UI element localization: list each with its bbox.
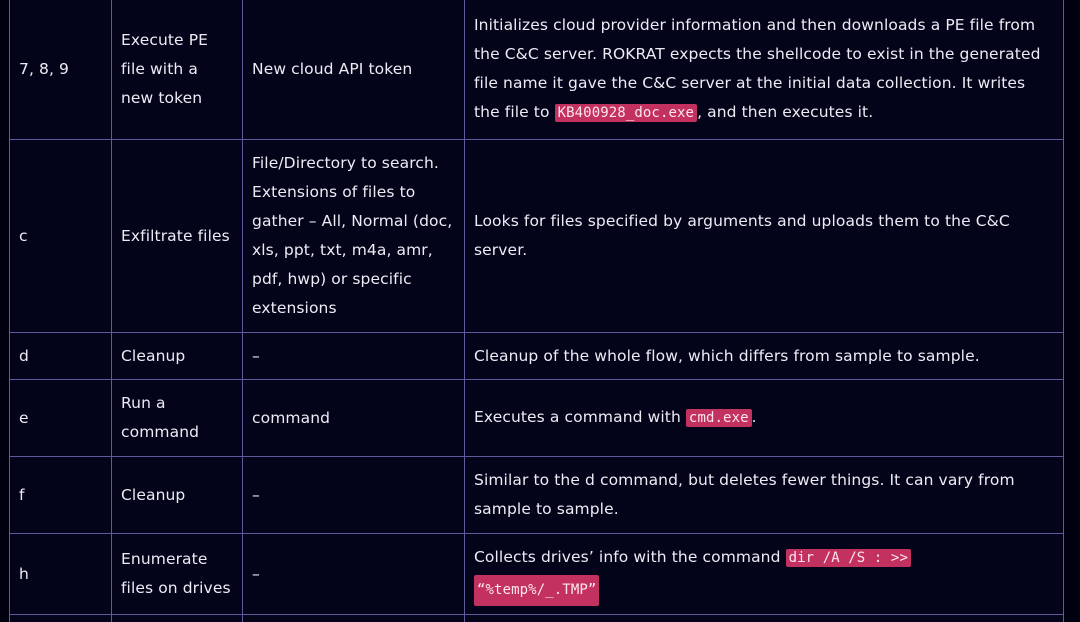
- action-cell: Cleanup: [112, 457, 243, 534]
- action-cell: Execute PE file with a new token: [112, 0, 243, 140]
- command-id-cell: d: [10, 333, 112, 380]
- action-cell: Run a command: [112, 380, 243, 457]
- description-cell: Looks for files specified by arguments and uploads them to the C&C server.: [465, 140, 1064, 333]
- table-row: [10, 333, 1064, 380]
- empty-cell: [112, 615, 243, 622]
- inline-code: dir /A /S : >>: [786, 549, 911, 567]
- description-text: .: [751, 408, 757, 426]
- commands-table: [9, 0, 1064, 622]
- arguments-cell: –: [243, 534, 465, 615]
- empty-cell: [10, 615, 112, 622]
- description-text: Initializes cloud provider information and then downloads a PE file from the C&C server. ROKRAT expects the shellcode to exist in the generated file name it gave the C&C server at the initial data collection. It writes the file to: [474, 15, 1041, 121]
- inline-code: KB400928_doc.exe: [555, 104, 697, 122]
- table-row: [10, 457, 1064, 534]
- description-cell: [465, 534, 1064, 615]
- empty-cell: [243, 615, 465, 622]
- command-id-cell: c: [10, 140, 112, 333]
- description-cell: [465, 380, 1064, 457]
- table-row: [10, 615, 1064, 622]
- action-cell: Enumerate files on drives: [112, 534, 243, 615]
- table-row: [10, 380, 1064, 457]
- description-cell: Cleanup of the whole flow, which differs from sample to sample.: [465, 333, 1064, 380]
- command-id-cell: 7, 8, 9: [10, 0, 112, 140]
- arguments-cell: File/Directory to search. Extensions of files to gather – All, Normal (doc, xls, ppt, txt, m4a, amr, pdf, hwp) or specific extensions: [243, 140, 465, 333]
- arguments-cell: –: [243, 457, 465, 534]
- command-id-cell: f: [10, 457, 112, 534]
- command-id-cell: h: [10, 534, 112, 615]
- description-text: , and then executes it.: [697, 102, 874, 121]
- description-cell: Similar to the d command, but deletes fewer things. It can vary from sample to sample.: [465, 457, 1064, 534]
- description-text: Executes a command with: [474, 408, 686, 426]
- arguments-cell: command: [243, 380, 465, 457]
- command-id-cell: e: [10, 380, 112, 457]
- inline-code: cmd.exe: [686, 409, 752, 427]
- action-cell: Cleanup: [112, 333, 243, 380]
- table-row: [10, 0, 1064, 140]
- inline-code: “%temp%/_.TMP”: [474, 575, 599, 606]
- table-row: [10, 534, 1064, 615]
- description-cell: [465, 0, 1064, 140]
- table-row: [10, 140, 1064, 333]
- empty-cell: [465, 615, 1064, 622]
- arguments-cell: New cloud API token: [243, 0, 465, 140]
- description-text: Collects drives’ info with the command: [474, 547, 786, 566]
- action-cell: Exfiltrate files: [112, 140, 243, 333]
- arguments-cell: –: [243, 333, 465, 380]
